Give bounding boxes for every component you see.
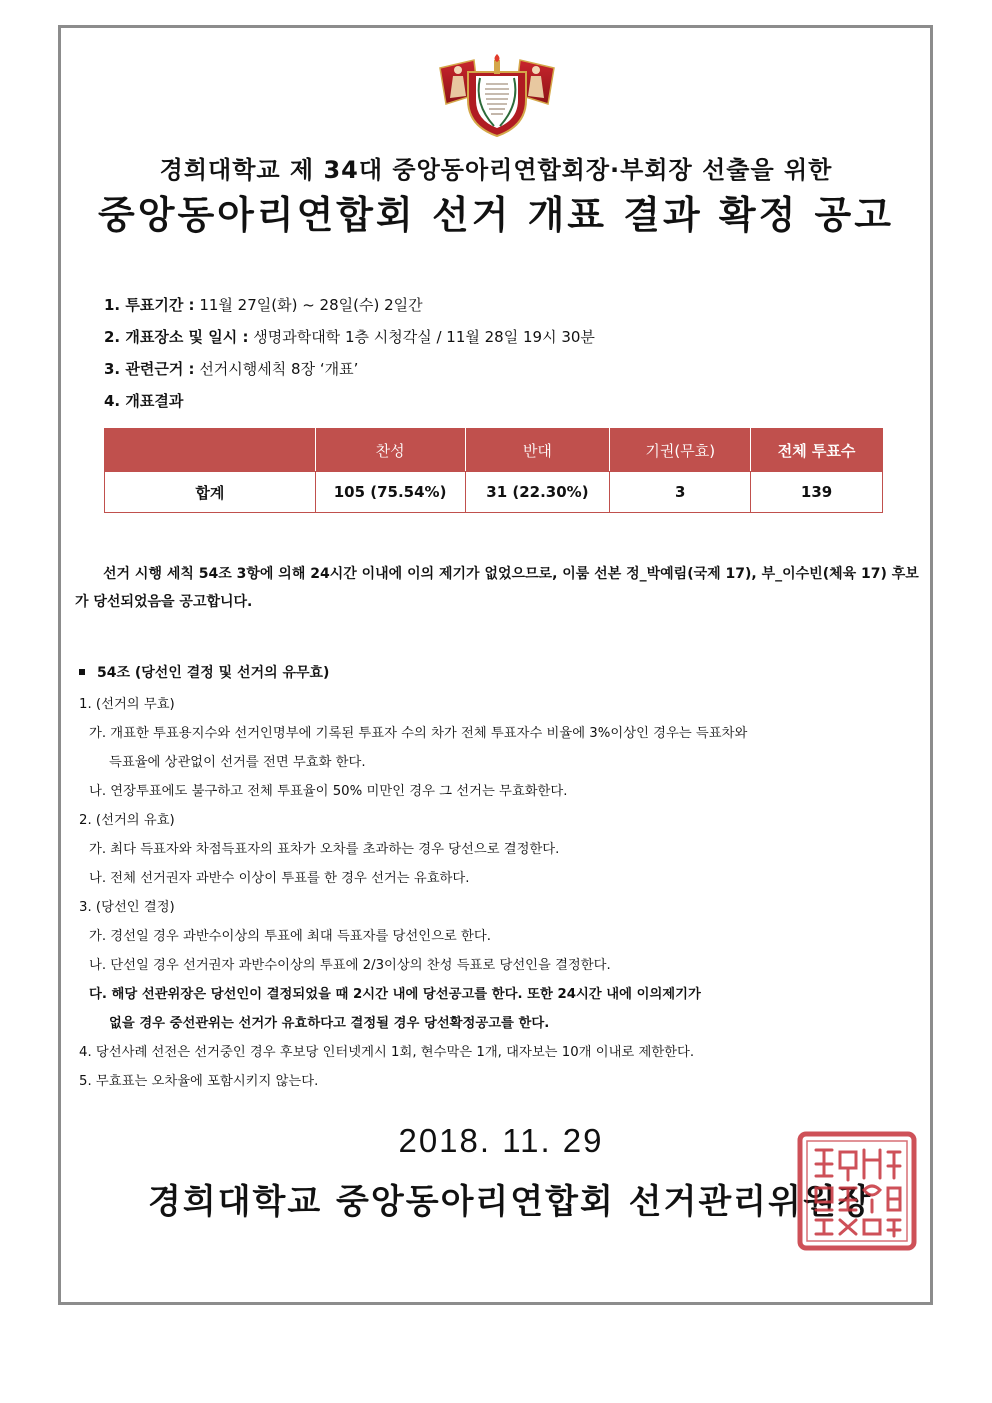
university-emblem xyxy=(436,54,558,138)
rule-item: 3. (당선인 결정) xyxy=(79,900,175,915)
article-heading xyxy=(75,662,329,682)
info-voting-period xyxy=(104,294,423,315)
notice-subtitle: 경희대학교 제 34대 중앙동아리연합회장·부회장 선출을 위한 xyxy=(159,156,833,184)
notice-title: 중앙동아리연합회 선거 개표 결과 확정 공고 xyxy=(98,193,894,237)
info-counting-place xyxy=(104,326,595,347)
column-header-approve: 찬성 xyxy=(315,429,465,472)
column-header-total: 전체 투표수 xyxy=(751,429,883,472)
rule-item: 나. 단선일 경우 선거권자 과반수이상의 투표에 2/3이상의 찬성 득표로 당선인을 결정한다. xyxy=(89,958,611,973)
rule-item: 4. 당선사례 선전은 선거중인 경우 후보당 인터넷게시 1회, 현수막은 1개, 대자보는 10개 이내로 제한한다. xyxy=(79,1045,695,1060)
cell-approve: 105 (75.54%) xyxy=(315,472,465,513)
column-header-abstain: 기권(무효) xyxy=(610,429,751,472)
info-value: 선거시행세칙 8장 ‘개표’ xyxy=(194,360,359,378)
notice-date: 2018. 11. 29 xyxy=(398,1122,604,1159)
rule-item: 2. (선거의 유효) xyxy=(79,813,175,828)
rule-item: 나. 연장투표에도 불구하고 전체 투표율이 50% 미만인 경우 그 선거는 무효화한다. xyxy=(89,784,568,799)
row-label-total: 합계 xyxy=(105,472,316,513)
rule-item: 나. 전체 선거권자 과반수 이상이 투표를 한 경우 선거는 유효하다. xyxy=(89,871,470,886)
election-notice: 선거 시행 세칙 54조 3항에 의해 24시간 이내에 이의 제기가 없었으므로, 이룸 선본 정_박예림(국제 17), 부_이수빈(체육 17) 후보가 당선되었음을 공고합니다. xyxy=(75,566,919,610)
info-legal-basis xyxy=(104,358,358,379)
signer-title: 경희대학교 중앙동아리연합회 선거관리위원장 xyxy=(148,1182,873,1222)
cell-oppose: 31 (22.30%) xyxy=(465,472,610,513)
info-label: 4. 개표결과 xyxy=(104,392,184,410)
cell-total: 139 xyxy=(751,472,883,513)
info-label: 2. 개표장소 및 일시 : xyxy=(104,328,249,346)
official-seal-stamp xyxy=(796,1130,918,1252)
table-row xyxy=(105,472,883,513)
column-header-oppose: 반대 xyxy=(465,429,610,472)
rule-item: 가. 최다 득표자와 차점득표자의 표차가 오차를 초과하는 경우 당선으로 결정한다. xyxy=(89,842,560,857)
cell-abstain: 3 xyxy=(610,472,751,513)
results-table xyxy=(104,428,883,513)
info-label: 1. 투표기간 : xyxy=(104,296,195,314)
rule-item: 가. 개표한 투표용지수와 선거인명부에 기록된 투표자 수의 차가 전체 투표자수 비율에 3%이상인 경우는 득표차와 xyxy=(89,726,748,741)
info-value: 생명과학대학 1층 시청각실 / 11월 28일 19시 30분 xyxy=(248,328,595,346)
info-results-heading xyxy=(104,390,183,411)
rule-item: 5. 무효표는 오차율에 포함시키지 않는다. xyxy=(79,1074,319,1089)
table-header-row xyxy=(105,429,883,472)
rule-item: 득표율에 상관없이 선거를 전면 무효화 한다. xyxy=(109,755,366,770)
article-title: 54조 (당선인 결정 및 선거의 유무효) xyxy=(97,665,330,681)
rule-item: 없을 경우 중선관위는 선거가 유효하다고 결정될 경우 당선확정공고를 한다. xyxy=(109,1016,550,1031)
rule-item: 가. 경선일 경우 과반수이상의 투표에 최대 득표자를 당선인으로 한다. xyxy=(89,929,491,944)
bullet-icon xyxy=(79,669,85,675)
info-value: 11월 27일(화) ~ 28일(수) 2일간 xyxy=(194,296,423,314)
info-label: 3. 관련근거 : xyxy=(104,360,195,378)
column-header xyxy=(105,429,316,472)
rule-item: 1. (선거의 무효) xyxy=(79,697,175,712)
rule-item: 다. 해당 선관위장은 당선인이 결정되었을 때 2시간 내에 당선공고를 한다. 또한 24시간 내에 이의제기가 xyxy=(89,987,701,1002)
